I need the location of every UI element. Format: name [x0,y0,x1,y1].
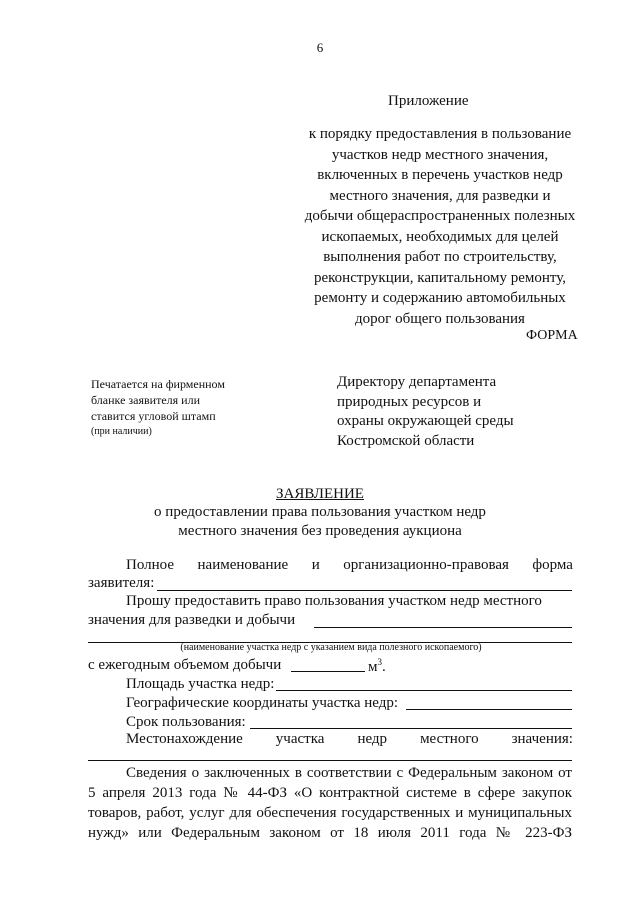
addressee-line: Костромской области [337,432,475,449]
unit-text: м [368,659,378,675]
annual-volume-label: с ежегодным объемом добычи [88,657,282,673]
appendix-line: участков недр местного значения, [331,146,549,163]
contracts-line-3: товаров, работ, услуг для обеспечения государственных и муниципальных [88,805,572,821]
word: организационно-правовая [343,557,509,573]
appendix-line: добычи общераспространенных полезных [304,208,576,224]
appendix-line: местного значения, для разведки и [329,187,551,204]
contracts-line-1 [88,765,572,782]
annual-volume-field[interactable] [291,671,365,672]
contracts-line-4: нужд» или Федеральным законом от 18 июля 2011 года № 223-ФЗ [88,825,572,841]
full-name-label-row [126,557,573,574]
word: и [311,557,320,573]
contracts-line-2: 5 апреля 2013 года № 44-ФЗ «О контрактной системе в сфере закупок [88,785,572,801]
letterhead-line: ставится угловой штамп [91,409,216,423]
term-label: Срок пользования: [126,714,246,730]
appendix-line: ремонту и содержанию автомобильных [314,290,566,306]
applicant-name-field[interactable] [157,590,572,591]
addressee-line: охраны окружающей среды [337,413,514,429]
request-line-1: Прошу предоставить право пользования участком недр местного [126,593,542,609]
appendix-line: дорог общего пользования [355,310,525,327]
word: Полное [126,557,174,573]
letterhead-optional-note: (при наличии) [91,426,152,437]
word: недр [357,731,388,747]
area-label: Площадь участка недр: [126,676,275,692]
appendix-line: реконструкции, капитальному ремонту, [314,269,566,286]
word: Местонахождение [126,731,243,747]
page-number: 6 [316,40,324,55]
statement-subtitle [0,503,640,541]
appendix-line: включенных в перечень участков недр [317,167,563,183]
coordinates-field[interactable] [406,709,572,710]
term-field[interactable] [250,728,572,729]
word: значения: [511,731,573,747]
contracts-text: Сведения о заключенных в соответствии с Федеральным законом от [126,765,572,781]
word: форма [532,557,573,573]
word: участка [275,731,325,747]
unit-power: 3 [377,657,382,667]
appendix-title: Приложение [388,93,469,109]
addressee-line: природных ресурсов и [337,393,482,410]
form-label: ФОРМА [526,328,578,343]
addressee-block [337,373,514,451]
coordinates-label: Географические координаты участка недр: [126,695,399,711]
subsoil-site-caption: (наименование участка недр с указанием вида полезного ископаемого) [180,642,482,653]
addressee-line: Директору департамента [337,374,497,390]
letterhead-line: бланке заявителя или [91,393,200,407]
appendix-line: к порядку предоставления в пользование [308,126,572,142]
letterhead-line: Печатается на фирменном [91,377,225,391]
request-line-2: значения для разведки и добычи [88,612,296,628]
word: наименование [197,557,289,573]
appendix-text [290,124,590,329]
area-field[interactable] [276,690,572,691]
statement-subtitle-line: местного значения без проведения аукциона [178,523,462,539]
appendix-line: ископаемых, необходимых для целей [321,228,559,245]
word: местного [420,731,479,747]
statement-title: ЗАЯВЛЕНИЕ [276,486,364,502]
appendix-line: выполнения работ по строительству, [323,249,557,265]
letterhead-note [91,376,225,440]
volume-unit [368,657,386,676]
period: . [382,659,386,675]
statement-subtitle-line: о предоставлении права пользования участком недр [154,504,486,520]
applicant-label: заявителя: [88,575,155,591]
location-field[interactable] [88,760,572,761]
location-label-row [126,731,573,748]
mineral-type-field[interactable] [314,627,572,628]
